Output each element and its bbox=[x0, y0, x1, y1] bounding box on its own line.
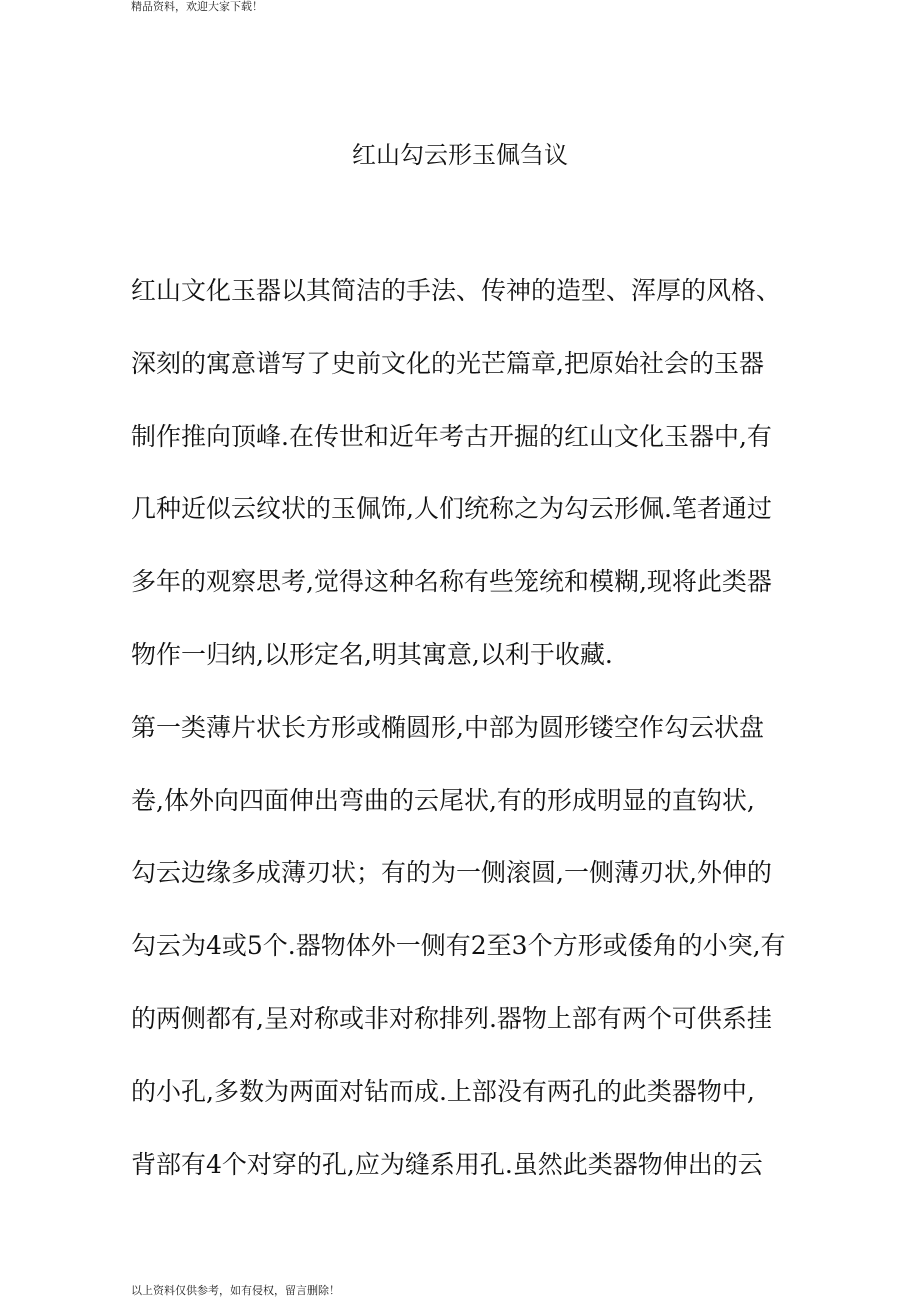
text-line: 物作一归纳,以形定名,明其寓意,以利于收藏. bbox=[131, 639, 613, 669]
text-line: 的小孔,多数为两面对钻而成.上部没有两孔的此类器物中, bbox=[131, 1076, 755, 1106]
text-line: 背部有4个对穿的孔,应为缝系用孔.虽然此类器物伸出的云 bbox=[131, 1149, 763, 1179]
text-line: 几种近似云纹状的玉佩饰,人们统称之为勾云形佩.笔者通过 bbox=[131, 494, 772, 524]
header-note: 精品资料，欢迎大家下载！ bbox=[131, 0, 263, 13]
text-line: 深刻的寓意谱写了史前文化的光芒篇章,把原始社会的玉器 bbox=[131, 348, 764, 378]
text-line: 的两侧都有,呈对称或非对称排列.器物上部有两个可供系挂 bbox=[131, 1003, 772, 1033]
text-line: 多年的观察思考,觉得这种名称有些笼统和模糊,现将此类器 bbox=[131, 567, 772, 597]
text-line: 勾云边缘多成薄刃状；有的为一侧滚圆,一侧薄刃状,外伸的 bbox=[131, 858, 772, 888]
text-line: 第一类薄片状长方形或椭圆形,中部为圆形镂空作勾云状盘 bbox=[131, 712, 764, 742]
text-line: 红山文化玉器以其简洁的手法、传神的造型、浑厚的风格、 bbox=[131, 276, 782, 305]
text-line: 勾云为4或5个.器物体外一侧有2至3个方形或倭角的小突,有 bbox=[131, 931, 786, 961]
body-text bbox=[131, 270, 791, 1216]
text-line: 制作推向顶峰.在传世和近年考古开掘的红山文化玉器中,有 bbox=[131, 421, 772, 451]
document-title: 红山勾云形玉佩刍议 bbox=[352, 141, 568, 169]
text-line: 卷,体外向四面伸出弯曲的云尾状,有的形成明显的直钩状, bbox=[131, 785, 755, 815]
footer-note: 以上资料仅供参考，如有侵权，留言删除！ bbox=[131, 1284, 340, 1297]
